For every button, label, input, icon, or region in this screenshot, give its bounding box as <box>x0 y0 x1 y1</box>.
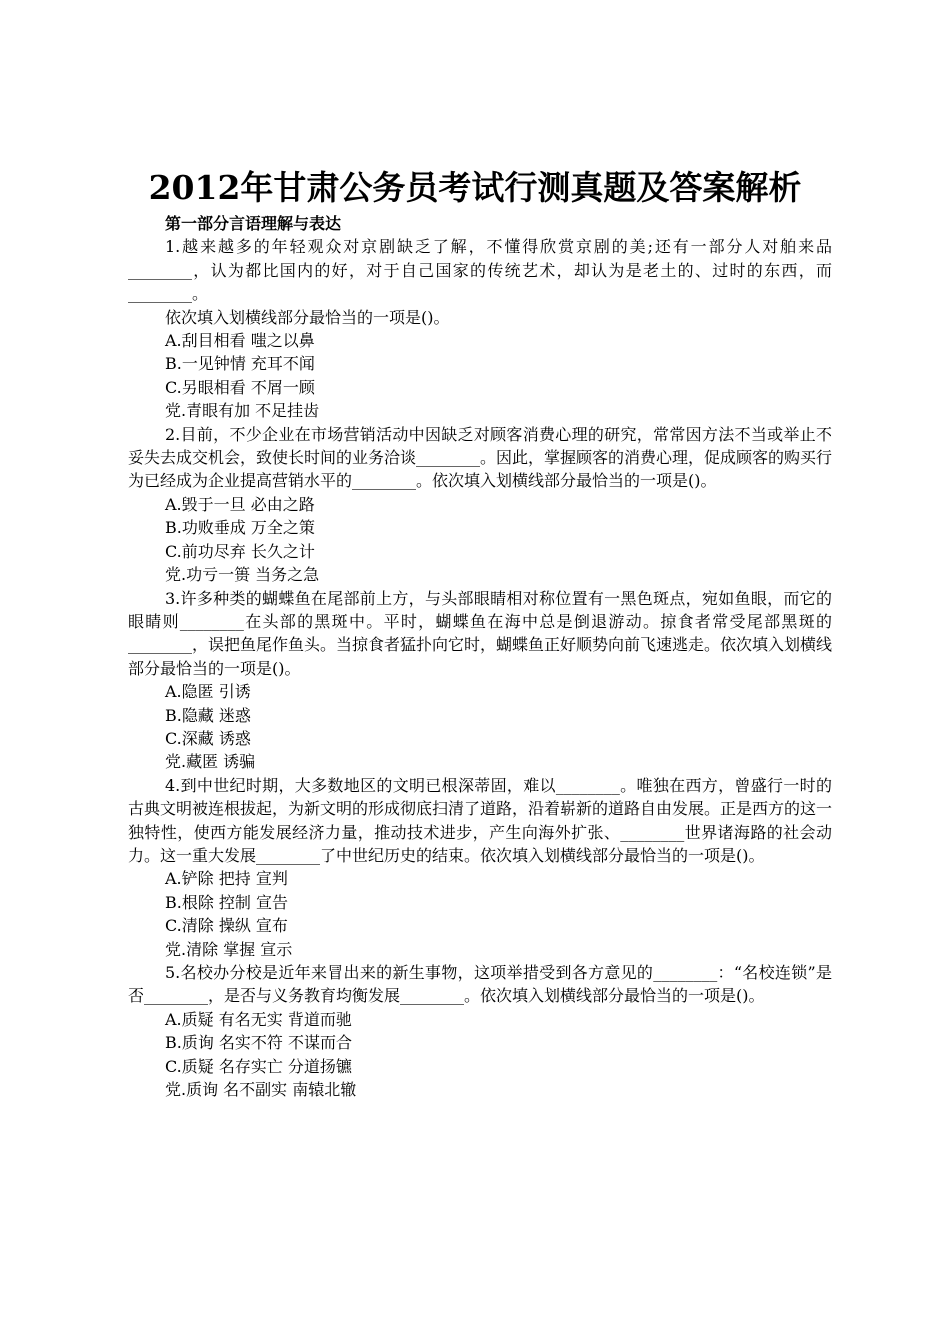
question-5-stem: 5.名校办分校是近年来冒出来的新生事物，这项举措受到各方意见的________：“名校连锁”是否________，是否与义务教育均衡发展________。依次填入划横线部分最恰当的一项是()。 <box>128 963 832 1006</box>
question-4-option-a: A.铲除 把持 宣判 <box>165 869 288 889</box>
question-3-stem: 3.许多种类的蝴蝶鱼在尾部前上方，与头部眼睛相对称位置有一黑色斑点，宛如鱼眼，而它的眼睛则________在头部的黑斑中。平时，蝴蝶鱼在海中总是倒退游动。掠食者常受尾部黑斑的________，误把鱼尾作鱼头。当掠食者猛扑向它时，蝴蝶鱼正好顺势向前飞速逃走。依次填入划横线部分最恰当的一项是()。 <box>128 588 833 678</box>
question-1-stem: 1.越来越多的年轻观众对京剧缺乏了解，不懂得欣赏京剧的美;还有一部分人对舶来品________，认为都比国内的好，对于自己国家的传统艺术，却认为是老土的、过时的东西，而________。 <box>128 237 832 304</box>
question-1-option-d: 党.青眼有加 不足挂齿 <box>165 401 320 421</box>
question-2-stem: 2.目前，不少企业在市场营销活动中因缺乏对顾客消费心理的研究，常常因方法不当或举止不妥失去成交机会，致使长时间的业务洽谈________。因此，掌握顾客的消费心理，促成顾客的购买行为已经成为企业提高营销水平的________。依次填入划横线部分最恰当的一项是()。 <box>128 424 833 491</box>
question-3-option-b: B.隐藏 迷惑 <box>165 705 251 725</box>
question-1-option-c: C.另眼相看 不屑一顾 <box>165 377 315 397</box>
question-5-option-a: A.质疑 有名无实 背道而驰 <box>165 1009 352 1029</box>
page-title: 2012年甘肃公务员考试行测真题及答案解析 <box>148 168 802 207</box>
question-3-option-a: A.隐匿 引诱 <box>165 682 251 702</box>
document-body <box>128 212 832 1101</box>
question-3-option-c: C.深藏 诱惑 <box>165 728 251 748</box>
question-4-option-d: 党.清除 掌握 宣示 <box>165 939 293 959</box>
question-1-instruction: 依次填入划横线部分最恰当的一项是()。 <box>165 307 450 327</box>
question-2-option-c: C.前功尽弃 长久之计 <box>165 541 315 561</box>
question-1-option-b: B.一见钟情 充耳不闻 <box>165 354 315 374</box>
question-1-option-a: A.刮目相看 嗤之以鼻 <box>165 331 315 351</box>
question-5-option-b: B.质询 名实不符 不谋而合 <box>165 1033 353 1053</box>
question-2-option-d: 党.功亏一篑 当务之急 <box>165 565 320 585</box>
question-3-option-d: 党.藏匿 诱骗 <box>165 752 256 772</box>
question-5-option-c: C.质疑 名存实亡 分道扬镳 <box>165 1056 352 1076</box>
question-4-option-c: C.清除 操纵 宣布 <box>165 916 288 936</box>
question-4-option-b: B.根除 控制 宣告 <box>165 892 289 912</box>
question-4-stem: 4.到中世纪时期，大多数地区的文明已根深蒂固，难以________。唯独在西方，曾盛行一时的古典文明被连根拔起，为新文明的形成彻底扫清了道路，沿着崭新的道路自由发展。正是西方的这一独特性，使西方能发展经济力量，推动技术进步，产生向海外扩张、________世界诸海路的社会动力。这一重大发展________了中世纪历史的结束。依次填入划横线部分最恰当的一项是()。 <box>128 775 833 865</box>
section-heading: 第一部分言语理解与表达 <box>165 214 342 233</box>
question-2-option-a: A.毁于一旦 必由之路 <box>165 494 315 514</box>
question-2-option-b: B.功败垂成 万全之策 <box>165 518 315 538</box>
question-5-option-d: 党.质询 名不副实 南辕北辙 <box>165 1080 357 1100</box>
